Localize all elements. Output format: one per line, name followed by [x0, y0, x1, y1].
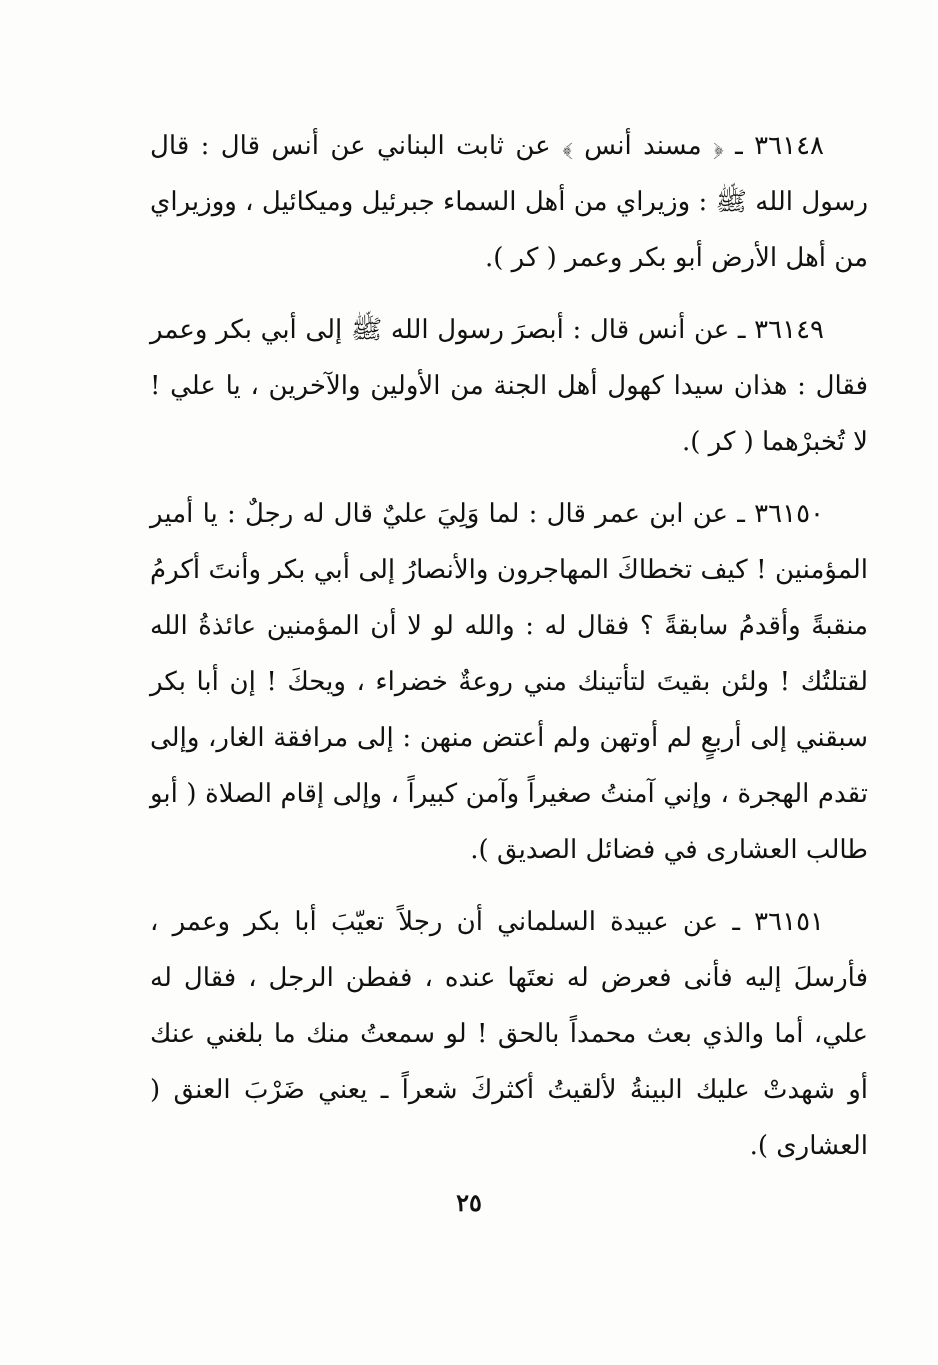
hadith-text-block	[150, 118, 868, 1190]
hadith-entry-36149: ٣٦١٤٩ ـ عن أنس قال : أبصرَ رسول الله ﷺ إلى أبي بكر وعمر فقال : هذان سيدا كهول أهل الجنة من الأولين والآخرين ، يا علي ! لا تُخبرْهما ( كر ).	[150, 315, 868, 457]
hadith-entry-36148: ٣٦١٤٨ ـ ﴿ مسند أنس ﴾ عن ثابت البناني عن أنس قال : قال رسول الله ﷺ : وزيراي من أهل السماء جبرئيل وميكائيل ، ووزيراي من أهل الأرض أبو بكر وعمر ( كر ).	[150, 131, 868, 273]
hadith-entry-36151: ٣٦١٥١ ـ عن عبيدة السلماني أن رجلاً تعيّبَ أبا بكر وعمر ، فأرسلَ إليه فأنى فعرض له نعتَها عنده ، ففطن الرجل ، فقال له علي، أما والذي بعث محمداً بالحق ! لو سمعتُ منك ما بلغني عنك أو شهدتْ عليك البينةُ لألقيتُ أكثركَ شعراً ـ يعني ضَرْبَ العنق ( العشارى ).	[150, 907, 868, 1161]
page-number: ٢٥	[456, 1188, 482, 1217]
hadith-entry-36150: ٣٦١٥٠ ـ عن ابن عمر قال : لما وَلِيَ عليٌ قال له رجلٌ : يا أمير المؤمنين ! كيف تخطاكَ المهاجرون والأنصارُ إلى أبي بكر وأنتَ أكرمُ منقبةً وأقدمُ سابقةً ؟ فقال له : والله لو لا أن المؤمنين عائذةُ الله لقتلتُك ! ولئن بقيتَ لتأتينك مني روعةٌ خضراء ، ويحكَ ! إن أبا بكر سبقني إلى أربعٍ لم أوتهن ولم أعتض منهن : إلى مرافقة الغار، وإلى تقدم الهجرة ، وإني آمنتُ صغيراً وآمن كبيراً ، وإلى إقام الصلاة ( أبو طالب العشارى في فضائل الصديق ).	[150, 499, 868, 865]
